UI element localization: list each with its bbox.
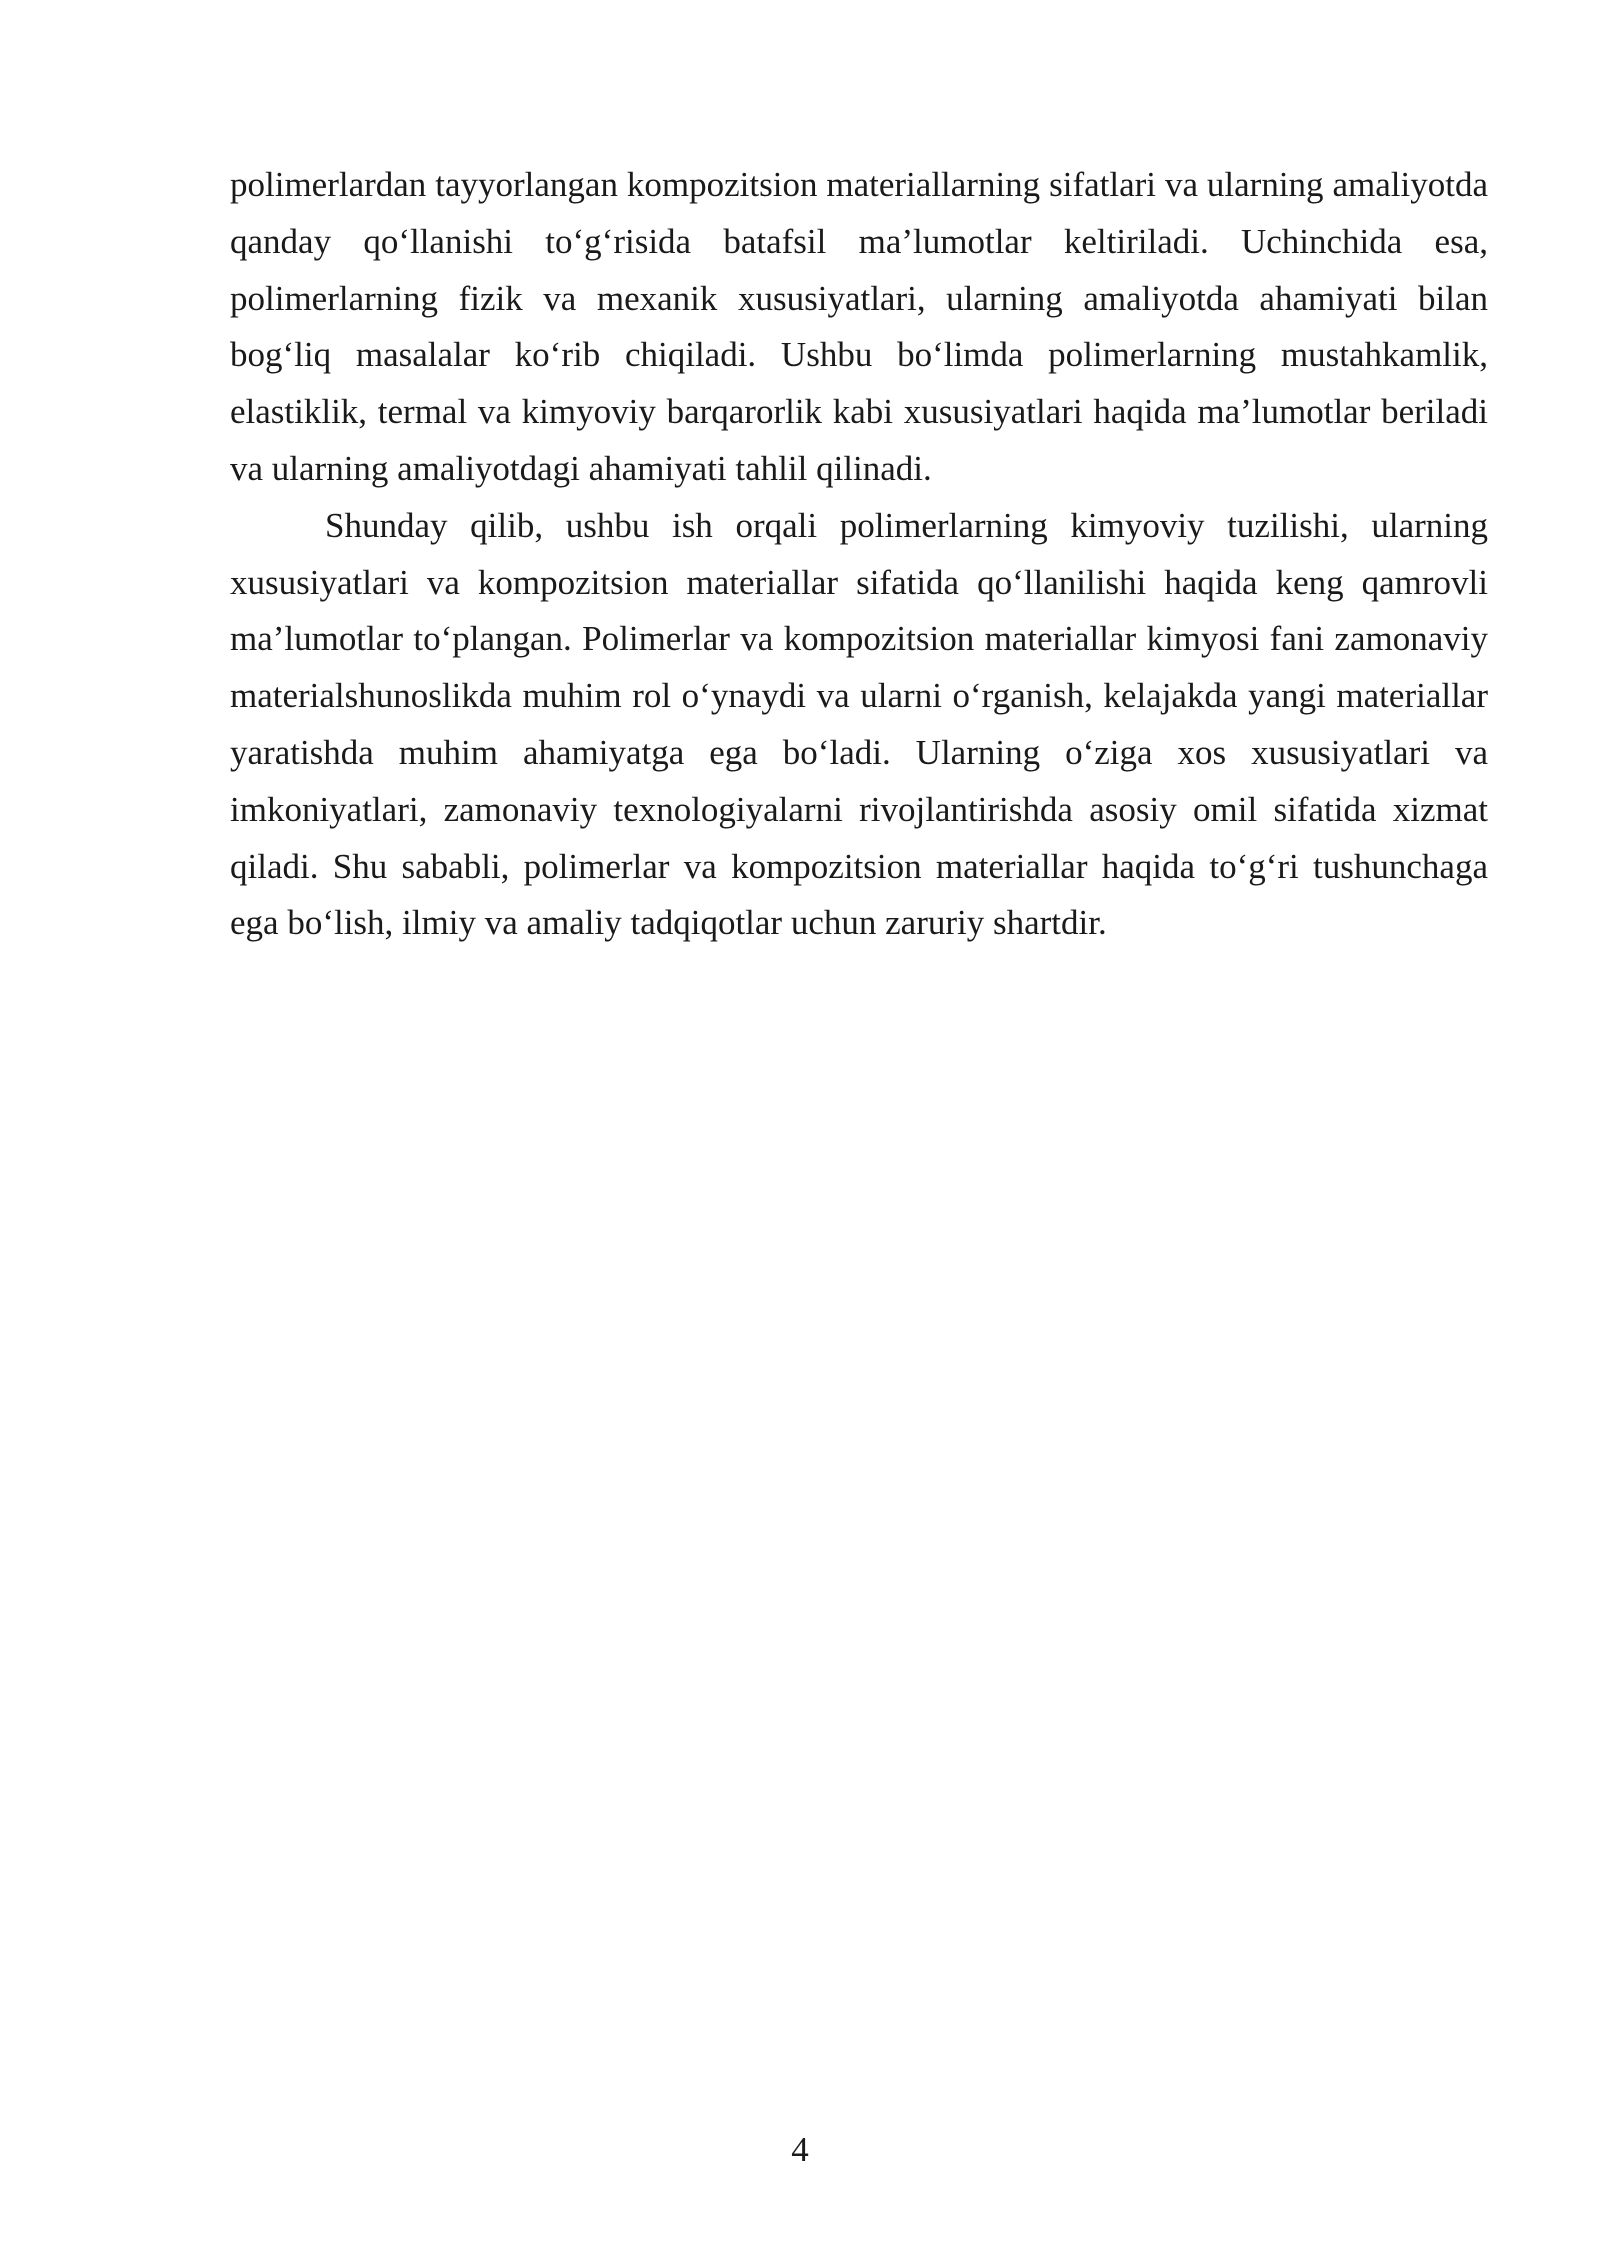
paragraph-continuation: polimerlardan tayyorlangan kompozitsion materiallarning sifatlari va ularning amaliyotda qanday qo‘llanishi to‘g‘risida batafsil ma’lumotlar keltiriladi. Uchinchida esa, polimerlarning fizik va mexanik xususiyatlari, ularning amaliyotda ahamiyati bilan bog‘liq masalalar ko‘rib chiqiladi. Ushbu bo‘limda polimerlarning mustahkamlik, elastiklik, termal va kimyoviy barqarorlik kabi xususiyatlari haqida ma’lumotlar beriladi va ularning amaliyotdagi ahamiyati tahlil qilinadi. — [230, 165, 1488, 488]
paragraph-conclusion: Shunday qilib, ushbu ish orqali polimerlarning kimyoviy tuzilishi, ularning xususiyatlari va kompozitsion materiallar sifatida qo‘llanilishi haqida keng qamrovli ma’lumotlar to‘plangan. Polimerlar va kompozitsion materiallar kimyosi fani zamonaviy materialshunoslikda muhim rol o‘ynaydi va ularni o‘rganish, kelajakda yangi materiallar yaratishda muhim ahamiyatga ega bo‘ladi. Ularning o‘ziga xos xususiyatlari va imkoniyatlari, zamonaviy texnologiyalarni rivojlantirishda asosiy omil sifatida xizmat qiladi. Shu sababli, polimerlar va kompozitsion materiallar haqida to‘g‘ri tushunchaga ega bo‘lish, ilmiy va amaliy tadqiqotlar uchun zaruriy shartdir. — [230, 505, 1488, 943]
body-text — [230, 157, 1488, 952]
page-number: 4 — [791, 2130, 809, 2169]
